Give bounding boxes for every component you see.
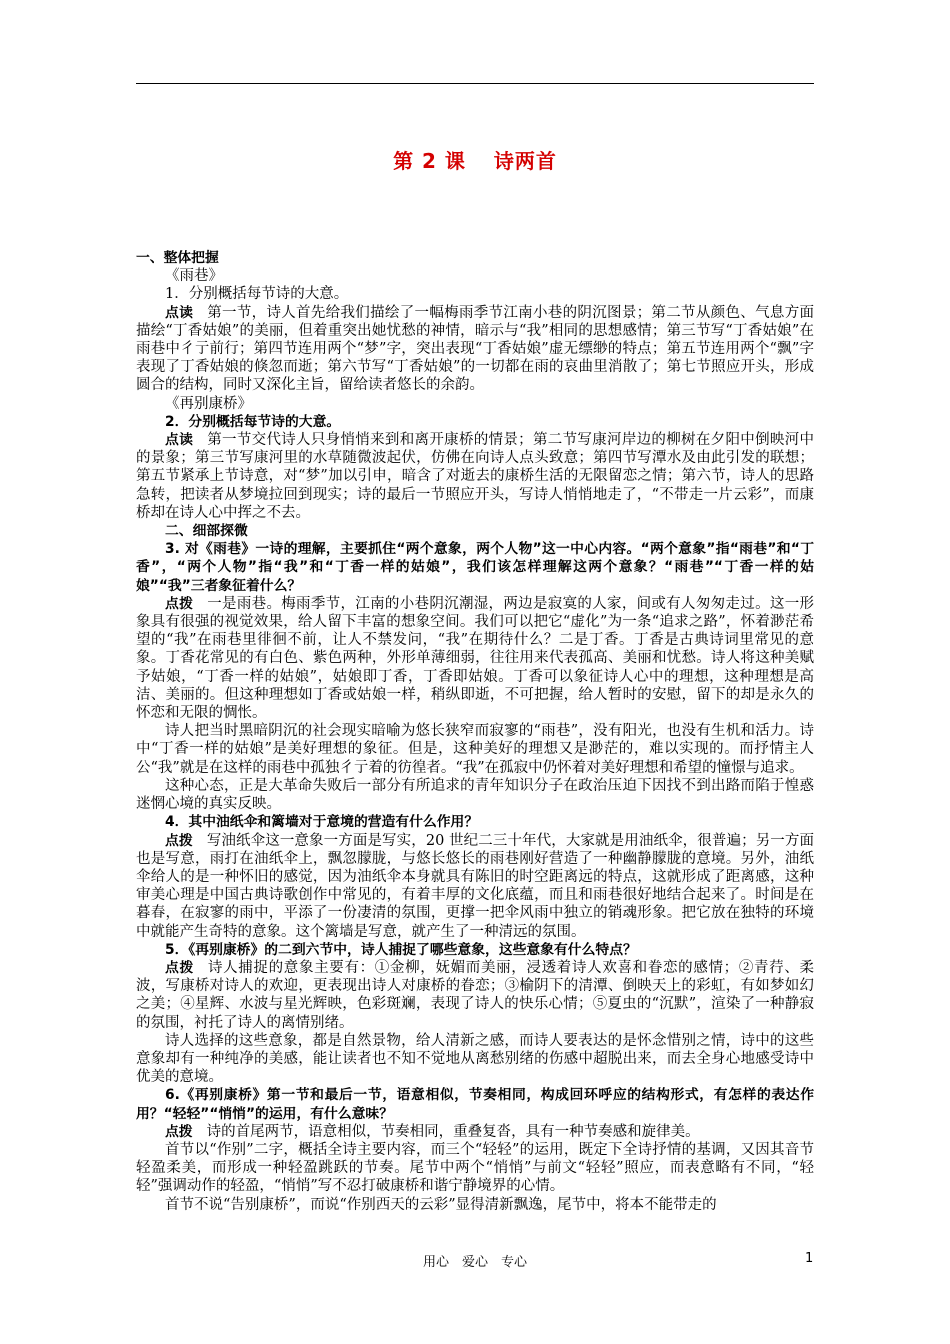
paragraph (136, 813, 814, 831)
paragraph-text: 2．分别概括每节诗的大意。 (165, 413, 341, 430)
paragraph-text: 一、整体把握 (136, 250, 219, 266)
paragraph-text: 诗人把当时黑暗阴沉的社会现实暗喻为悠长狭窄而寂寥的“雨巷”，没有阳光，也没有生机和活力。诗中“丁香一样的姑娘”是美好理想的象征。但是，这种美好的理想又是渺茫的，难以实现的。而抒情主人公“我”就是在这样的雨巷中孤独彳亍着的彷徨者。“我”在孤寂中仍怀着对美好理想和希望的憧憬与追求。 (136, 723, 814, 776)
annotation-label: 点拨 (165, 1123, 193, 1140)
lesson-name: 诗两首 (493, 149, 557, 173)
header-rule (136, 83, 814, 84)
paragraph-text: 二、细部探微 (165, 523, 248, 540)
paragraph (136, 522, 814, 540)
paragraph-text: 《雨巷》 (165, 268, 223, 285)
page-number: 1 (805, 1251, 814, 1266)
paragraph (136, 249, 814, 267)
paragraph (136, 722, 814, 777)
paragraph-text: 写油纸伞这一意象一方面是写实，20 世纪二三十年代，大家就是用油纸伞，很普遍；另一方面也是写意，雨打在油纸伞上，飘忽朦胧，与悠长悠长的雨巷刚好营造了一种幽静朦胧的意境。另外，油纸伞给人的是一种怀旧的感觉，因为油纸伞本身就具有陈旧的时空距离远的特点，这就形成了距离感，这种审美心理是中国古典诗歌创作中常见的，有着丰厚的文化底蕴，而且和雨巷很好地结合起来了。时间是在暮春，在寂寥的雨中，平添了一份凄清的氛围，更撑一把伞风雨中独立的销魂形象。把它放在独特的环境中就能产生奇特的意象。这个篱墙是写意，就产生了一种清远的氛围。 (136, 832, 815, 940)
page-footer: 用心 爱心 专心 (422, 1255, 527, 1270)
paragraph (136, 777, 814, 813)
paragraph (136, 1141, 814, 1196)
paragraph-text: 诗人捕捉的意象主要有：①金柳，妩媚而美丽，浸透着诗人欢喜和眷恋的感情；②青荇、柔波，写康桥对诗人的欢迎，更表现出诗人对康桥的眷恋；③榆阴下的清潭、倒映天上的彩虹，有如梦如幻之美；④星辉、水波与星光辉映，色彩斑斓，表现了诗人的快乐心情；⑤夏虫的“沉默”，渲染了一种静寂的氛围，衬托了诗人的离情别绪。 (136, 959, 815, 1031)
paragraph-text: 6.《再别康桥》第一节和最后一节，语意相似，节奏相同，构成回环呼应的结构形式，有怎样的表达作用？“轻轻”“悄悄”的运用，有什么意味？ (136, 1087, 814, 1122)
paragraph-text: 诗人选择的这些意象，都是自然景物，给人清新之感，而诗人要表达的是怀念惜别之情，诗中的这些意象却有一种纯净的美感，能让读者也不知不觉地从离愁别绪的伤感中超脱出来，而去全身心地感受诗中优美的意境。 (136, 1032, 814, 1086)
paragraph (136, 285, 814, 303)
paragraph-text: 首节不说“告别康桥”，而说“作别西天的云彩”显得清新飘逸，尾节中，将本不能带走的 (165, 1196, 717, 1213)
paragraph (136, 1032, 814, 1087)
paragraph (136, 1123, 814, 1141)
paragraph-text: 一是雨巷。梅雨季节，江南的小巷阴沉潮湿，两边是寂寞的人家，间或有人匆匆走过。这一形象具有很强的视觉效果，给人留下丰富的想象空间。我们可以把它“虚化”为一条“追求之路”，怀着渺茫希望的“我”在雨巷里徘徊不前，让人不禁发问，“我”在期待什么？二是丁香。丁香是古典诗词里常见的意象。丁香花常见的有白色、紫色两种，外形单薄细弱，往往用来代表孤高、美丽和忧愁。诗人将这种美赋予姑娘，“丁香一样的姑娘”，姑娘即丁香，丁香即姑娘。丁香可以象征诗人心中的理想，这种理想是高洁、美丽的。但这种理想如丁香或姑娘一样，稍纵即逝，不可把握，给人暂时的安慰，留下的却是永久的怀恋和无限的惆怅。 (136, 595, 815, 722)
paragraph (136, 832, 814, 941)
paragraph (136, 304, 814, 395)
paragraph (136, 413, 814, 431)
paragraph-text: 第一节交代诗人只身悄悄来到和离开康桥的情景；第二节写康河岸边的柳树在夕阳中倒映河中的景象；第三节写康河里的水草随微波起伏，仿佛在向诗人点头致意；第四节写潭水及由此引发的联想；第五节紧承上节诗意，对“梦”加以引申，暗含了对逝去的康桥生活的无限留恋之情；第六节，诗人的思路急转，把读者从梦境拉回到现实；诗的最后一节照应开头，写诗人悄悄地走了，“不带走一片云彩”，而康桥却在诗人心中挥之不去。 (136, 432, 815, 521)
paragraph (136, 1086, 814, 1122)
annotation-label: 点读 (165, 304, 194, 321)
paragraph-text: 4．其中油纸伞和篱墙对于意境的营造有什么作用？ (165, 814, 479, 831)
paragraph-text: 5．《再别康桥》的二到六节中，诗人捕捉了哪些意象，这些意象有什么特点？ (165, 941, 637, 958)
annotation-label: 点读 (165, 432, 194, 449)
paragraph (136, 595, 814, 722)
paragraph-text: 1．分别概括每节诗的大意。 (165, 286, 349, 303)
paragraph-text: 第一节，诗人首先给我们描绘了一幅梅雨季节江南小巷的阴沉图景；第二节从颜色、气息方面描绘“丁香姑娘”的美丽，但着重突出她忧愁的神情，暗示与“我”相同的思想感情；第三节写“丁香姑娘”在雨巷中彳亍前行；第四节连用两个“梦”字，突出表现“丁香姑娘”虚无缥缈的特点；第五节连用两个“飘”字表现了丁香姑娘的倏忽而逝；第六节写“丁香姑娘”的一切都在雨的哀曲里消散了；第七节照应开头，形成圆合的结构，同时又深化主旨，留给读者悠长的余韵。 (136, 304, 815, 394)
page-title (0, 145, 950, 174)
paragraph-text: 诗的首尾两节，语意相似，节奏相同，重叠复沓，具有一种节奏感和旋律美。 (206, 1123, 700, 1140)
paragraph-text: 《再别康桥》 (165, 395, 252, 412)
paragraph (136, 959, 814, 1032)
paragraph-text: 首节以“作别”二字，概括全诗主要内容，而三个“轻轻”的运用，既定下全诗抒情的基调，又因其音节轻盈柔美，而形成一种轻盈跳跃的节奏。尾节中两个“悄悄”与前文“轻轻”照应，而表意略有不同，“轻轻”强调动作的轻盈，“悄悄”写不忍打破康桥和谐宁静境界的心情。 (136, 1141, 814, 1195)
annotation-label: 点拨 (165, 832, 193, 849)
paragraph-text: 3. 对《雨巷》一诗的理解，主要抓住“两个意象，两个人物”这一中心内容。“两个意象”指“雨巷”和“丁香”，“两个人物”指“我”和“丁香一样的姑娘”，我们该怎样理解这两个意象？“雨巷”“丁香一样的姑娘”“我”三者象征着什么？ (136, 541, 814, 594)
annotation-label: 点拨 (165, 959, 194, 976)
paragraph-text: 这种心态，正是大革命失败后一部分有所追求的青年知识分子在政治压迫下因找不到出路而陷于惶惑迷惘心境的真实反映。 (136, 777, 814, 813)
paragraph (136, 395, 814, 413)
paragraph (136, 540, 814, 595)
paragraph (136, 1196, 814, 1214)
paragraph (136, 267, 814, 285)
document-body (136, 249, 814, 1214)
annotation-label: 点拨 (165, 595, 194, 612)
lesson-number: 第 2 课 (393, 149, 466, 173)
paragraph (136, 941, 814, 959)
paragraph (136, 431, 814, 522)
